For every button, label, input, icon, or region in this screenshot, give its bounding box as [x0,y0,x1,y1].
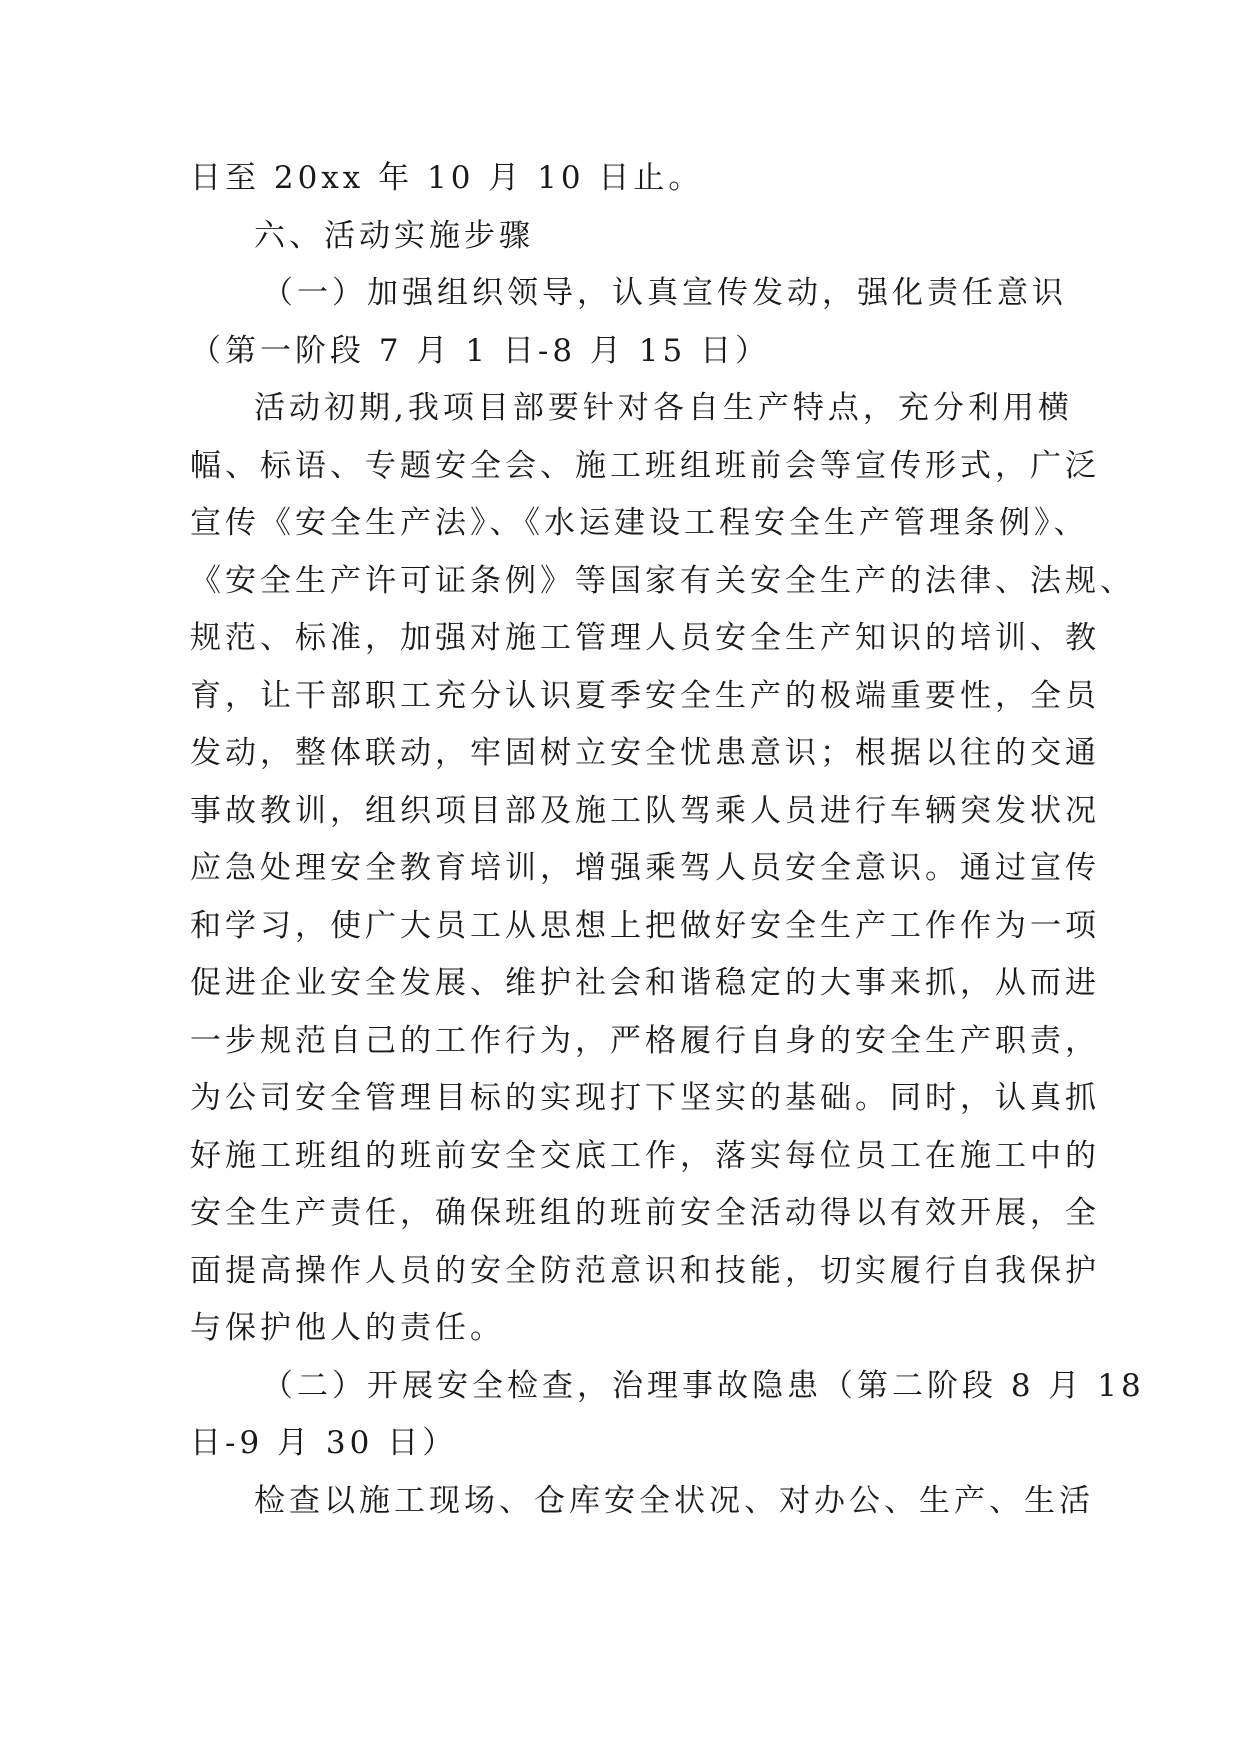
paragraph-line: 面提高操作人员的安全防范意识和技能，切实履行自我保护 [190,1252,1100,1289]
subsection-heading-continued: （第一阶段 7 月 1 日-8 月 15 日） [190,332,771,369]
paragraph-line: 发动，整体联动，牢固树立安全忧患意识；根据以往的交通 [190,735,1100,771]
paragraph-line: 活动初期,我项目部要针对各自生产特点，充分利用横 [254,390,1073,426]
paragraph-line: 宣传《安全生产法》、《水运建设工程安全生产管理条例》、 [190,505,1089,541]
subsection-heading-continued: 日-9 月 30 日） [190,1425,458,1461]
paragraph-line: 安全生产责任，确保班组的班前安全活动得以有效开展，全 [190,1195,1100,1231]
paragraph-line: 检查以施工现场、仓库安全状况、对办公、生产、生活 [254,1482,1094,1519]
paragraph-line: 好施工班组的班前安全交底工作，落实每位员工在施工中的 [190,1137,1100,1174]
paragraph-line: 事故教训，组织项目部及施工队驾乘人员进行车辆突发状况 [190,792,1100,829]
paragraph-line: 和学习，使广大员工从思想上把做好安全生产工作作为一项 [190,907,1100,944]
document-body [190,150,1145,1530]
paragraph-line: 促进企业安全发展、维护社会和谐稳定的大事来抓，从而进 [190,965,1100,1001]
paragraph-line: 应急处理安全教育培训，增强乘驾人员安全意识。通过宣传 [190,850,1100,886]
paragraph-line: 幅、标语、专题安全会、施工班组班前会等宣传形式，广泛 [190,447,1100,484]
paragraph-line: 育，让干部职工充分认识夏季安全生产的极端重要性，全员 [190,677,1100,714]
body-line: 日至 20xx 年 10 月 10 日止。 [190,160,704,196]
paragraph-line: 与保护他人的责任。 [190,1310,505,1346]
subsection-heading: （二）开展安全检查，治理事故隐患（第二阶段 8 月 18 [262,1367,1145,1404]
section-heading: 六、活动实施步骤 [254,217,534,254]
paragraph-line: 一步规范自己的工作行为，严格履行自身的安全生产职责， [190,1022,1100,1059]
subsection-heading: （一）加强组织领导，认真宣传发动，强化责任意识 [262,275,1067,311]
paragraph-line: 规范、标准，加强对施工管理人员安全生产知识的培训、教 [190,620,1100,656]
paragraph-line: 为公司安全管理目标的实现打下坚实的基础。同时，认真抓 [190,1080,1100,1116]
paragraph-line: 《安全生产许可证条例》等国家有关安全生产的法律、法规、 [190,562,1135,599]
